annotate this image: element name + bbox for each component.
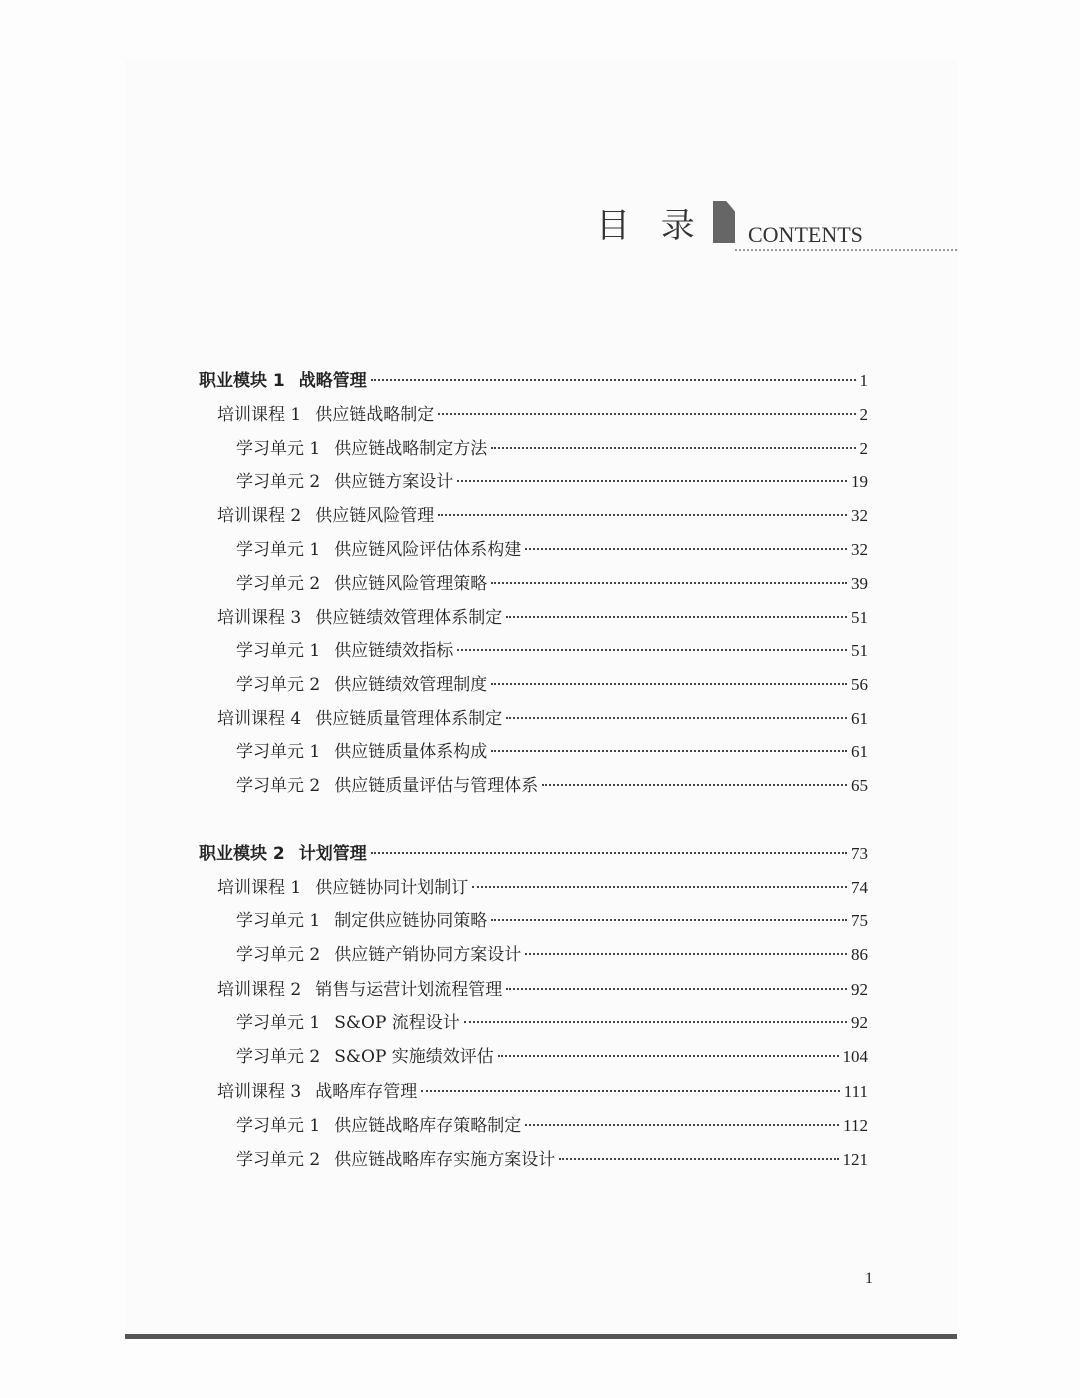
toc-entry-label: 职业模块 1 <box>199 371 285 391</box>
toc-entry-page: 2 <box>859 405 868 424</box>
toc-entry-title: 制定供应链协同策略 <box>334 911 488 931</box>
dot-leader <box>491 447 855 449</box>
toc-entry-title: 供应链产销协同方案设计 <box>334 945 522 965</box>
dot-leader <box>438 514 847 516</box>
toc-entry-title: 供应链绩效管理制度 <box>334 675 488 695</box>
dot-leader <box>525 1124 839 1126</box>
dot-leader <box>472 886 847 888</box>
toc-entry[interactable] <box>236 437 868 461</box>
toc-entry-page: 111 <box>843 1082 868 1101</box>
dot-leader <box>421 1090 840 1092</box>
dot-leader <box>371 379 856 381</box>
dot-leader <box>525 548 847 550</box>
toc-entry-label: 学习单元 2 <box>236 472 321 492</box>
toc-entry[interactable] <box>236 1011 868 1035</box>
toc-entry-title: 供应链风险管理 <box>315 506 435 526</box>
toc-entry-page: 32 <box>851 540 868 559</box>
toc-entry[interactable] <box>236 1045 868 1069</box>
toc-entry-title: 供应链战略制定方法 <box>334 439 488 459</box>
toc-entry[interactable] <box>217 876 868 900</box>
toc-entry-page: 75 <box>851 911 868 930</box>
dot-leader <box>457 649 847 651</box>
toc-entry-title: 供应链质量管理体系制定 <box>315 709 503 729</box>
title-dotted-rule <box>735 249 957 251</box>
toc-entry[interactable] <box>236 774 868 798</box>
toc-entry[interactable] <box>217 504 868 528</box>
toc-entry-title: 战略管理 <box>298 371 367 391</box>
dot-leader <box>371 852 847 854</box>
toc-entry[interactable] <box>199 369 868 393</box>
dot-leader <box>559 1158 838 1160</box>
toc-entry-title: 供应链战略制定 <box>315 405 435 425</box>
toc-entry[interactable] <box>236 740 868 764</box>
toc-entry-label: 学习单元 2 <box>236 675 321 695</box>
document-page <box>125 60 957 1338</box>
toc-entry-title: 供应链战略库存策略制定 <box>334 1116 522 1136</box>
toc-entry-label: 学习单元 1 <box>236 439 321 459</box>
toc-entry[interactable] <box>236 639 868 663</box>
toc-entry[interactable] <box>236 538 868 562</box>
contents-title-en: CONTENTS <box>748 222 863 247</box>
toc-entry-title: S&OP 实施绩效评估 <box>334 1047 494 1067</box>
toc-entry-title: 供应链绩效指标 <box>334 641 454 661</box>
toc-entry-page: 32 <box>851 506 868 525</box>
toc-entry-page: 2 <box>859 439 868 458</box>
page-number: 1 <box>865 1270 873 1287</box>
toc-entry-page: 61 <box>851 709 868 728</box>
toc-entry-title: 供应链风险管理策略 <box>334 574 488 594</box>
toc-entry-label: 培训课程 1 <box>217 878 302 898</box>
toc-entry-title: 供应链战略库存实施方案设计 <box>334 1150 556 1170</box>
toc-entry-title: 供应链质量体系构成 <box>334 742 488 762</box>
toc-entry-label: 培训课程 1 <box>217 405 302 425</box>
dot-leader <box>491 683 847 685</box>
toc-entry-label: 学习单元 1 <box>236 641 321 661</box>
toc-entry-title: 销售与运营计划流程管理 <box>315 980 503 1000</box>
toc-entry-page: 104 <box>842 1047 868 1066</box>
toc-entry-page: 92 <box>851 980 868 999</box>
toc-entry[interactable] <box>236 470 868 494</box>
toc-entry[interactable] <box>217 978 868 1002</box>
dot-leader <box>506 717 847 719</box>
toc-entry[interactable] <box>217 1080 868 1104</box>
toc-entry[interactable] <box>236 673 868 697</box>
dot-leader <box>457 480 847 482</box>
toc-entry-label: 学习单元 1 <box>236 540 321 560</box>
dot-leader <box>491 750 847 752</box>
toc-entry-title: 供应链风险评估体系构建 <box>334 540 522 560</box>
toc-entry-title: S&OP 流程设计 <box>334 1013 460 1033</box>
toc-entry-page: 39 <box>851 574 868 593</box>
toc-entry-label: 学习单元 2 <box>236 1150 321 1170</box>
toc-entry-page: 51 <box>851 641 868 660</box>
toc-entry[interactable] <box>236 1148 868 1172</box>
toc-entry-label: 学习单元 2 <box>236 1047 321 1067</box>
toc-entry-page: 112 <box>843 1116 868 1135</box>
toc-entry-title: 计划管理 <box>298 844 367 864</box>
toc-entry-page: 73 <box>851 844 868 863</box>
toc-entry[interactable] <box>236 909 868 933</box>
toc-entry[interactable] <box>236 1114 868 1138</box>
contents-title-cn: 目 录 <box>596 206 695 246</box>
dot-leader <box>491 919 847 921</box>
toc-entry-page: 65 <box>851 776 868 795</box>
toc-entry-page: 74 <box>851 878 868 897</box>
toc-entry-label: 学习单元 1 <box>236 1116 321 1136</box>
toc-entry-label: 学习单元 1 <box>236 742 321 762</box>
toc-entry[interactable] <box>217 707 868 731</box>
toc-entry-title: 供应链绩效管理体系制定 <box>315 608 503 628</box>
toc-entry-page: 19 <box>851 472 868 491</box>
toc-entry-label: 培训课程 3 <box>217 1082 302 1102</box>
dot-leader <box>506 988 847 990</box>
toc-entry[interactable] <box>236 943 868 967</box>
toc-entry-label: 职业模块 2 <box>199 844 285 864</box>
toc-entry-label: 学习单元 1 <box>236 911 321 931</box>
toc-entry-title: 供应链方案设计 <box>334 472 454 492</box>
toc-entry-label: 学习单元 2 <box>236 574 321 594</box>
toc-entry[interactable] <box>217 606 868 630</box>
toc-entry-label: 学习单元 1 <box>236 1013 321 1033</box>
toc-entry-title: 供应链质量评估与管理体系 <box>334 776 539 796</box>
toc-entry-page: 56 <box>851 675 868 694</box>
toc-entry-label: 学习单元 2 <box>236 776 321 796</box>
toc-entry-page: 92 <box>851 1013 868 1032</box>
toc-entry-label: 培训课程 2 <box>217 506 302 526</box>
dot-leader <box>506 616 847 618</box>
toc-entry-page: 51 <box>851 608 868 627</box>
toc-entry-label: 学习单元 2 <box>236 945 321 965</box>
dot-leader <box>491 582 847 584</box>
toc-entry-page: 121 <box>842 1150 868 1169</box>
toc-entry-page: 61 <box>851 742 868 761</box>
dot-leader <box>525 953 847 955</box>
dot-leader <box>498 1055 839 1057</box>
toc-entry[interactable] <box>236 572 868 596</box>
dot-leader <box>542 784 847 786</box>
page-edge-line <box>125 1334 957 1339</box>
toc-entry-label: 培训课程 3 <box>217 608 302 628</box>
toc-entry-label: 培训课程 2 <box>217 980 302 1000</box>
toc-entry[interactable] <box>199 842 868 866</box>
toc-entry-title: 战略库存管理 <box>315 1082 418 1102</box>
toc-entry-label: 培训课程 4 <box>217 709 302 729</box>
toc-entry[interactable] <box>217 403 868 427</box>
toc-entry-title: 供应链协同计划制订 <box>315 878 469 898</box>
dot-leader <box>438 413 855 415</box>
toc-entry-page: 1 <box>859 371 868 390</box>
dot-leader <box>464 1021 847 1023</box>
toc-entry-page: 86 <box>851 945 868 964</box>
